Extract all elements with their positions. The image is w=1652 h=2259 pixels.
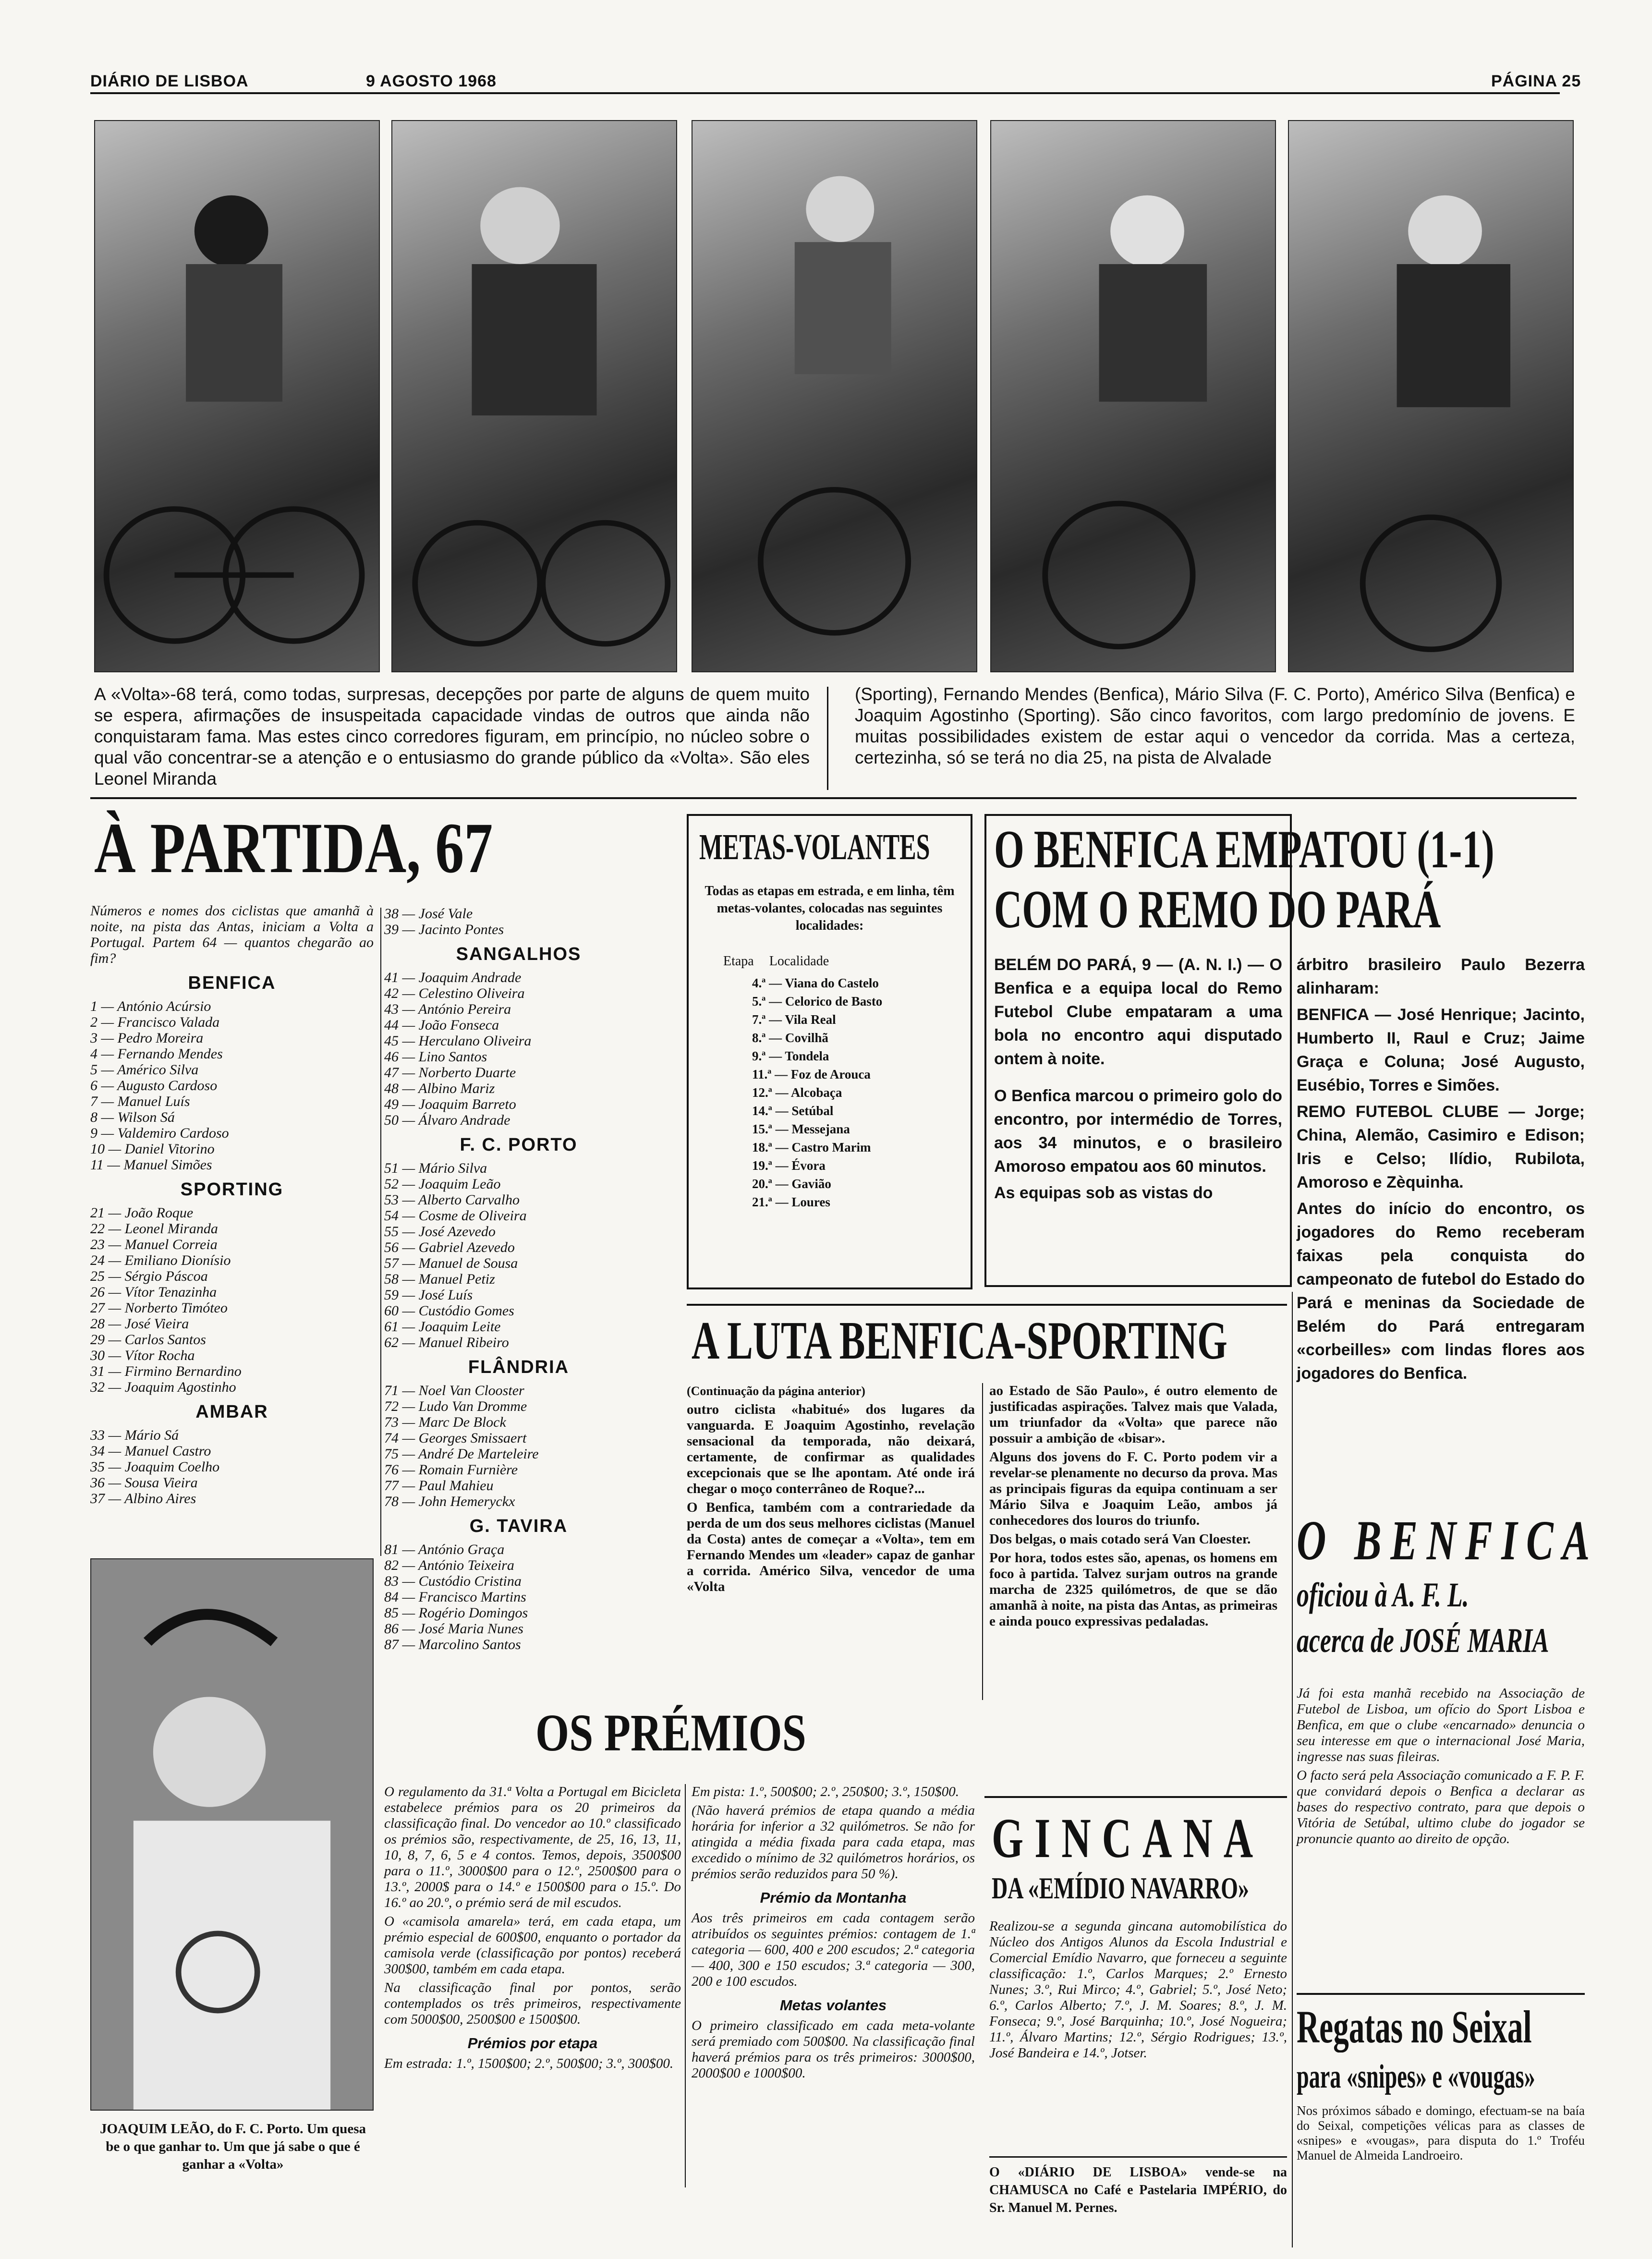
benfica-remo-paragraph: As equipas sob as vistas do xyxy=(994,1184,1213,1202)
col-localidade: Localidade xyxy=(769,954,829,969)
gincana-note-rule xyxy=(989,2156,1287,2158)
gincana-headline: GINCANA xyxy=(992,1807,1264,1870)
metas-row: 11.ª — Foz de Arouca xyxy=(752,1067,871,1081)
rider-line: 43 — António Pereira xyxy=(384,1001,511,1017)
metas-row: 12.ª — Alcobaça xyxy=(752,1085,842,1100)
rider-line: 82 — António Teixeira xyxy=(384,1557,514,1573)
metas-row: 7.ª — Vila Real xyxy=(752,1012,836,1027)
rider-line: 30 — Vítor Rocha xyxy=(90,1348,195,1363)
team-name: SPORTING xyxy=(180,1179,284,1200)
rider-photo-3 xyxy=(692,120,977,672)
rider-line: 5 — Américo Silva xyxy=(90,1062,199,1078)
rider-line: 75 — André De Marteleire xyxy=(384,1446,539,1462)
gincana-subhead: DA «EMÍDIO NAVARRO» xyxy=(992,1871,1249,1905)
rider-line: 86 — José Maria Nunes xyxy=(384,1621,523,1637)
rider-line: 29 — Carlos Santos xyxy=(90,1332,206,1348)
photo-caption-left: A «Volta»-68 terá, como todas, surpresas, decepções por parte de alguns de quem muito se espera, afirmações de insuspeitada capacidade vindas de outros que ainda não conquistaram fama. Mas estes cinco corredores figuram, em princípio, no núcleo sobre o qual vão concentrar-se a atenção e o entusiasmo do grande público da «Volta». São eles Leonel Miranda xyxy=(94,684,810,789)
luta-continuation: (Continuação da página anterior) xyxy=(687,1384,865,1398)
premios-paragraph: (Não haverá prémios de etapa quando a média horária for inferior a 32 quilómetros. Se não for atingida a média fixada para cada etapa, mas excedido o mínimo de 32 quilómetros horários, os prémios serão reduzidos para 50 %). xyxy=(692,1803,975,1882)
rider-line: 36 — Sousa Vieira xyxy=(90,1475,198,1491)
column-rule xyxy=(1292,1292,1293,2247)
luta-column-2 xyxy=(989,1383,1277,1632)
rider-line: 84 — Francisco Martins xyxy=(384,1589,526,1605)
benfica-afl-text xyxy=(1297,1686,1585,1850)
team-name: F. C. PORTO xyxy=(460,1135,578,1155)
leao-caption: JOAQUIM LEÃO, do F. C. Porto. Um quesa be o que ganhar to. Um que já sabe o que é ganhar a «Volta» xyxy=(100,2121,366,2172)
metas-volantes-intro: Todas as etapas em estrada, e em linha, têm metas-volantes, colocadas nas seguintes localidades: xyxy=(705,884,955,933)
metas-row: 15.ª — Messejana xyxy=(752,1122,850,1136)
premios-column-2 xyxy=(692,1784,975,2084)
premios-paragraph: Aos três primeiros em cada contagem serão atribuídos os seguintes prémios: contagem de 1.ª categoria — 600, 400 e 200 escudos; 2.ª categoria — 400, 300 e 150 escudos; 3.ª categoria — 300, 200 e 100 escudos. xyxy=(692,1910,975,1989)
header-rule xyxy=(90,92,1560,94)
team-name: SANGALHOS xyxy=(456,944,582,964)
montanha-subhead: Prémio da Montanha xyxy=(760,1889,907,1906)
rider-line: 73 — Marc De Block xyxy=(384,1414,506,1430)
rider-line: 46 — Lino Santos xyxy=(384,1049,487,1065)
metas-row: 4.ª — Viana do Castelo xyxy=(752,976,879,990)
team-block xyxy=(384,1516,653,1652)
metas-volantes-box xyxy=(687,814,972,1289)
metas-row: 9.ª — Tondela xyxy=(752,1049,829,1063)
rider-line: 76 — Romain Furnière xyxy=(384,1462,518,1478)
regatas-text: Nos próximos sábado e domingo, efectuam-se na baía do Seixal, competições vélicas para as classes de «snipes» e «vougas», para disputa do 1.º Troféu Manuel de Almeida Landroeiro. xyxy=(1297,2103,1585,2162)
rider-line: 28 — José Vieira xyxy=(90,1316,189,1332)
regatas-subhead: para «snipes» e «vougas» xyxy=(1297,2058,1535,2095)
benfica-remo-paragraph: BELÉM DO PARÁ, 9 — (A. N. I.) — O Benfica e a equipa local do Remo Futebol Clube empataram a uma bola no encontro aqui disputado ontem à noite. xyxy=(994,956,1282,1068)
metas-row: 20.ª — Gavião xyxy=(752,1177,831,1191)
gincana-rule xyxy=(984,1796,1287,1798)
rider-line: 33 — Mário Sá xyxy=(90,1427,179,1443)
regatas-rule xyxy=(1297,1993,1585,1995)
rider-line: 74 — Georges Smissaert xyxy=(384,1430,527,1446)
rider-line: 21 — João Roque xyxy=(90,1205,194,1221)
rider-line: 2 — Francisco Valada xyxy=(90,1014,220,1030)
rider-line: 48 — Albino Mariz xyxy=(384,1081,495,1096)
leao-photo xyxy=(90,1558,374,2111)
newspaper-name: DIÁRIO DE LISBOA xyxy=(90,72,249,90)
column-rule xyxy=(685,1784,686,2187)
rider-line: 34 — Manuel Castro xyxy=(90,1443,211,1459)
rider-line: 83 — Custódio Cristina xyxy=(384,1573,522,1589)
luta-paragraph: O Benfica, também com a contrariedade da perda de um dos seus melhores ciclistas (Manuel da Costa) antes de começar a «Volta», tem em Fernando Mendes um «leader» capaz de ganhar a corrida. Américo Silva, vencedor de uma «Volta xyxy=(687,1500,975,1594)
benfica-afl-headline-1: O BENFICA xyxy=(1297,1509,1599,1572)
rider-line: 11 — Manuel Simões xyxy=(90,1157,212,1173)
rider-line: 44 — João Fonseca xyxy=(384,1017,499,1033)
premios-column-1 xyxy=(384,1784,681,2075)
team-block xyxy=(90,973,374,1173)
premios-headline: OS PRÉMIOS xyxy=(535,1703,806,1762)
rider-line: 7 — Manuel Luís xyxy=(90,1093,190,1109)
rider-photo-5 xyxy=(1288,120,1574,672)
rider-line: 51 — Mário Silva xyxy=(384,1160,487,1176)
team-block xyxy=(384,1357,653,1509)
luta-paragraph: ao Estado de São Paulo», é outro elemento de justificadas aspirações. Talvez mais que Valada, um triunfador da «Volta» que parece não possuir a ambição de «bisar». xyxy=(989,1383,1277,1446)
benfica-remo-headline-1: O BENFICA EMPATOU (1-1) xyxy=(994,820,1494,879)
rider-line: 10 — Daniel Vitorino xyxy=(90,1141,215,1157)
benfica-remo-column-1 xyxy=(994,953,1282,1208)
rider-line: 71 — Noel Van Clooster xyxy=(384,1383,524,1398)
rider-line: 52 — Joaquim Leão xyxy=(384,1176,501,1192)
metas-row: 5.ª — Celorico de Basto xyxy=(752,994,883,1008)
premios-paragraph: O regulamento da 31.ª Volta a Portugal em Bicicleta estabelece prémios para os 20 primeiros da classificação final. Do vencedor ao 10.º classificado os prémios são, respectivamente, de 25, 16, 13, 11, 10, 8, 7, 6, 5 e 4 contos. Temos, depois, 3500$00 para o 11.º, 3000$00 para o 12.º, 2500$00 para o 13.º, 2000$ para o 14.º e 1500$00 para o 15.º. Do 16.º ao 20.º, o prémio será de mil escudos. xyxy=(384,1784,681,1910)
gincana-text: Realizou-se a segunda gincana automobilística do Núcleo dos Antigos Alunos da Escola Industrial e Comercial Emídio Navarro, que forneceu a seguinte classificação: 1.º, Carlos Marques; 2.º Ernesto Nunes; 3.º, Rui Mirco; 4.º, Gabriel; 5.º, José Neto; 6.º, Carlos Alberto; 7.º, J. M. Soares; 8.º, J. M. Fonseca; 9.º, José Barquinha; 10.º, José Nogueira; 11.º, Álvaro Martins; 12.º, Sérgio Rodrigues; 13.º, José Bandeira e 14.º, Jotser. xyxy=(989,1919,1287,2061)
rider-line: 4 — Fernando Mendes xyxy=(90,1046,223,1062)
section-rule xyxy=(90,797,1577,799)
team-name: G. TAVIRA xyxy=(469,1516,568,1536)
partida-headline: À PARTIDA, 67 xyxy=(94,808,493,888)
metas-row: 21.ª — Loures xyxy=(752,1195,830,1209)
caption-divider xyxy=(827,687,828,790)
rider-line: 47 — Norberto Duarte xyxy=(384,1065,516,1081)
luta-paragraph: Dos belgas, o mais cotado será Van Cloester. xyxy=(989,1531,1251,1547)
rider-line: 3 — Pedro Moreira xyxy=(90,1030,204,1046)
luta-rule xyxy=(687,1304,1287,1306)
metas-row: 19.ª — Évora xyxy=(752,1158,826,1173)
luta-paragraph: Por hora, todos estes são, apenas, os homens em foco à partida. Talvez surjam outros na grande marcha de 2325 quilómetros, de que se dão amanhã à noite, na pista das Antas, as primeiras e ainda pouco expressivas pedaladas. xyxy=(989,1550,1277,1629)
rider-line: 24 — Emiliano Dionísio xyxy=(90,1252,231,1268)
team-name: FLÂNDRIA xyxy=(468,1357,570,1377)
team-name: BENFICA xyxy=(188,973,276,993)
regatas-headline: Regatas no Seixal xyxy=(1297,2001,1532,2053)
rider-line: 59 — José Luís xyxy=(384,1287,473,1303)
rider-line: 38 — José Vale xyxy=(384,906,473,922)
rider-line: 35 — Joaquim Coelho xyxy=(90,1459,220,1475)
benfica-afl-headline-2: oficiou à A. F. L. xyxy=(1297,1576,1469,1614)
rider-line: 31 — Firmino Bernardino xyxy=(90,1363,242,1379)
luta-paragraph: Alguns dos jovens do F. C. Porto podem vir a revelar-se plenamente no decurso da prova. Mas as principais figuras da equipa continuam a ser Mário Silva e Joaquim Leão, ambos já conhecedores dos louros do triunfo. xyxy=(989,1449,1277,1528)
rider-line: 87 — Marcolino Santos xyxy=(384,1637,521,1652)
rider-line: 32 — Joaquim Agostinho xyxy=(90,1379,236,1395)
premios-paragraph: Na classificação final por pontos, serão contemplados os três primeiros, respectivamente com 5000$00, 2500$00 e 1500$00. xyxy=(384,1980,681,2027)
metas-row: 18.ª — Castro Marim xyxy=(752,1140,871,1154)
rider-line: 81 — António Graça xyxy=(384,1542,505,1557)
metas-table-header xyxy=(723,954,960,969)
team-name: AMBAR xyxy=(195,1402,268,1422)
team-block xyxy=(90,1179,374,1395)
rider-line: 61 — Joaquim Leite xyxy=(384,1319,501,1335)
rider-line: 78 — John Hemeryckx xyxy=(384,1494,515,1509)
premios-paragraph: Em pista: 1.º, 500$00; 2.º, 250$00; 3.º, 150$00. xyxy=(692,1784,960,1799)
rider-line: 8 — Wilson Sá xyxy=(90,1109,175,1125)
rider-line: 23 — Manuel Correia xyxy=(90,1237,218,1252)
benfica-remo-paragraph: árbitro brasileiro Paulo Bezerra alinharam: xyxy=(1297,956,1585,997)
benfica-afl-paragraph: Já foi esta manhã recebido na Associação de Futebol de Lisboa, um ofício do Sport Lisboa e Benfica, em que o clube «encarnado» denuncia o seu interesse em que o internacional José Maria, ingresse nas suas fileiras. xyxy=(1297,1686,1585,1764)
rider-line: 1 — António Acúrsio xyxy=(90,998,211,1014)
rider-line: 56 — Gabriel Azevedo xyxy=(384,1239,515,1255)
metas-subhead: Metas volantes xyxy=(779,1997,887,2014)
column-rule xyxy=(380,908,381,1556)
benfica-remo-paragraph: O Benfica marcou o primeiro golo do encontro, por intermédio de Torres, aos 34 minutos, e o brasileiro Amoroso empatou aos 60 minutos. xyxy=(994,1087,1282,1176)
rider-line: 53 — Alberto Carvalho xyxy=(384,1192,520,1208)
etapa-subhead: Prémios por etapa xyxy=(467,2035,598,2052)
benfica-remo-paragraph: BENFICA — José Henrique; Jacinto, Humberto II, Raul e Cruz; Jaime Graça e Coluna; José Augusto, Eusébio, Torres e Simões. xyxy=(1297,1006,1585,1094)
rider-line: 58 — Manuel Petiz xyxy=(384,1271,495,1287)
rider-photo-1 xyxy=(94,120,380,672)
rider-line: 39 — Jacinto Pontes xyxy=(384,922,504,937)
rider-photo-4 xyxy=(990,120,1276,672)
luta-paragraph: outro ciclista «habitué» dos lugares da vanguarda. E Joaquim Agostinho, revelação sensacional da temporada, não deixará, certamente, de confirmar as qualidades excepcionais que se lhe apontam. Até onde irá chegar o moço conterrâneo de Roque?... xyxy=(687,1402,975,1496)
rider-line: 25 — Sérgio Páscoa xyxy=(90,1268,208,1284)
luta-column-1 xyxy=(687,1383,975,1598)
team-block xyxy=(384,1135,653,1350)
issue-date: 9 AGOSTO 1968 xyxy=(366,72,497,90)
rider-line: 42 — Celestino Oliveira xyxy=(384,985,525,1001)
rider-line: 45 — Herculano Oliveira xyxy=(384,1033,532,1049)
col-etapa: Etapa xyxy=(723,954,754,969)
partida-column-2 xyxy=(384,906,653,1652)
rider-line: 22 — Leonel Miranda xyxy=(90,1221,218,1237)
metas-volantes-title: METAS-VOLANTES xyxy=(699,827,930,867)
team-block xyxy=(384,944,653,1128)
rider-line: 72 — Ludo Van Dromme xyxy=(384,1398,527,1414)
premios-paragraph: O «camisola amarela» terá, em cada etapa, um prémio especial de 600$00, enquanto o portador da camisola verde (classificação por pontos) receberá 300$00, também em cada etapa. xyxy=(384,1914,681,1977)
luta-headline: A LUTA BENFICA-SPORTING xyxy=(692,1311,1227,1371)
rider-line: 26 — Vítor Tenazinha xyxy=(90,1284,217,1300)
column-rule xyxy=(982,1383,983,1700)
partida-intro: Números e nomes dos ciclistas que amanhã à noite, na pista das Antas, iniciam a Volta a Portugal. Partem 64 — quantos chegarão ao fim? xyxy=(90,903,374,966)
premios-paragraph: O primeiro classificado em cada meta-volante será premiado com 500$00. Na classificação final haverá prémios para os três primeiros: 3000$00, 2000$00 e 1000$00. xyxy=(692,2018,975,2081)
rider-line: 55 — José Azevedo xyxy=(384,1224,496,1239)
page-number: PÁGINA 25 xyxy=(1491,72,1581,90)
rider-line: 62 — Manuel Ribeiro xyxy=(384,1335,509,1350)
premios-paragraph: Em estrada: 1.º, 1500$00; 2.º, 500$00; 3.º, 300$00. xyxy=(384,2056,674,2071)
photo-caption-right: (Sporting), Fernando Mendes (Benfica), Mário Silva (F. C. Porto), Américo Silva (Benfica) e Joaquim Agostinho (Sporting). São cinco favoritos, com largo predomínio de jovens. E muitas possibilidades existem de estar aqui o vencedor da corrida. Mas a certeza, certezinha, só se terá no dia 25, na pista de Alvalade xyxy=(855,684,1575,767)
rider-line: 37 — Albino Aires xyxy=(90,1491,196,1506)
benfica-afl-headline-3: acerca de JOSÉ MARIA xyxy=(1297,1621,1549,1660)
rider-line: 57 — Manuel de Sousa xyxy=(384,1255,518,1271)
team-block xyxy=(90,1402,374,1506)
benfica-remo-headline-2: COM O REMO DO PARÁ xyxy=(994,880,1441,939)
partida-column-1 xyxy=(90,903,374,1506)
benfica-afl-paragraph: O facto será pela Associação comunicado a F. P. F. que convidará depois o Benfica a declarar as bases do respectivo contrato, para que depois o Vitória de Setúbal, ultimo clube do jogador se pronuncie quanto ao direito de opção. xyxy=(1297,1768,1585,1846)
rider-line: 9 — Valdemiro Cardoso xyxy=(90,1125,229,1141)
gincana-note: O «DIÁRIO DE LISBOA» vende-se na CHAMUSCA no Café e Pastelaria IMPÉRIO, do Sr. Manuel M. Pernes. xyxy=(989,2165,1287,2215)
metas-row: 14.ª — Setúbal xyxy=(752,1104,834,1118)
rider-line: 41 — Joaquim Andrade xyxy=(384,970,522,985)
rider-line: 77 — Paul Mahieu xyxy=(384,1478,494,1494)
benfica-remo-column-2 xyxy=(1297,953,1585,1388)
rider-line: 54 — Cosme de Oliveira xyxy=(384,1208,527,1224)
rider-line: 6 — Augusto Cardoso xyxy=(90,1078,218,1093)
benfica-remo-paragraph: REMO FUTEBOL CLUBE — Jorge; China, Alemão, Casimiro e Edison; Iris e Celso; Ilídio, Rubilota, Amoroso e Zèquinha. xyxy=(1297,1103,1585,1191)
rider-line: 60 — Custódio Gomes xyxy=(384,1303,514,1319)
benfica-remo-paragraph: Antes do início do encontro, os jogadores do Remo receberam faixas pela conquista do campeonato de futebol do Estado do Pará e meninas da Sociedade de Belém do Pará entregaram «corbeilles» com lindas flores aos jogadores do Benfica. xyxy=(1297,1200,1585,1383)
rider-line: 49 — Joaquim Barreto xyxy=(384,1096,516,1112)
rider-line: 85 — Rogério Domingos xyxy=(384,1605,528,1621)
rider-line: 27 — Norberto Timóteo xyxy=(90,1300,228,1316)
metas-row: 8.ª — Covilhã xyxy=(752,1031,828,1045)
rider-line: 50 — Álvaro Andrade xyxy=(384,1112,510,1128)
rider-photo-2 xyxy=(391,120,677,672)
metas-rows xyxy=(752,974,960,1211)
